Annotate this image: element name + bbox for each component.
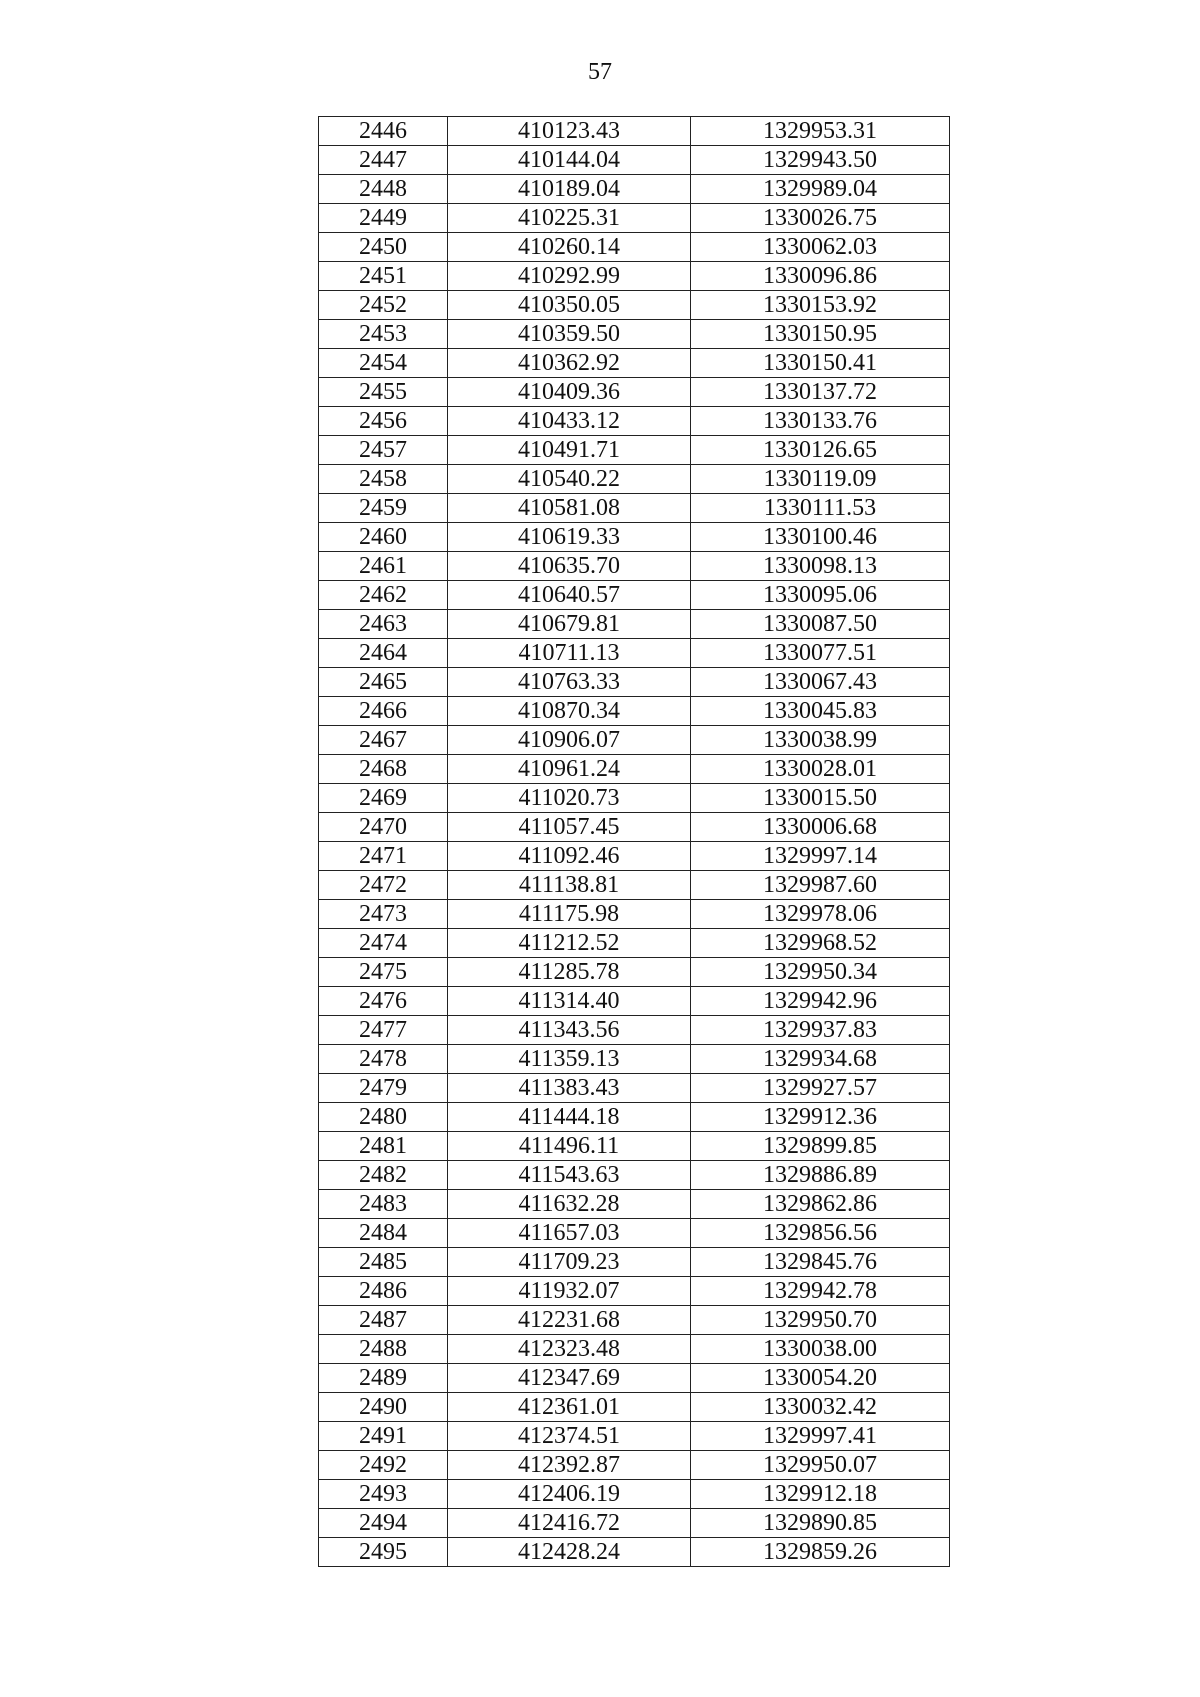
y-coordinate-cell: 1329950.34 <box>691 958 950 987</box>
table-row <box>319 552 950 581</box>
x-coordinate-cell: 412374.51 <box>448 1422 691 1451</box>
table-row <box>319 1393 950 1422</box>
x-coordinate-cell: 410359.50 <box>448 320 691 349</box>
x-coordinate-cell: 410144.04 <box>448 146 691 175</box>
y-coordinate-cell: 1329950.07 <box>691 1451 950 1480</box>
table-row <box>319 581 950 610</box>
table-row <box>319 494 950 523</box>
table-row <box>319 1248 950 1277</box>
point-number-cell: 2495 <box>319 1538 448 1567</box>
y-coordinate-cell: 1330096.86 <box>691 262 950 291</box>
x-coordinate-cell: 410635.70 <box>448 552 691 581</box>
table-row <box>319 233 950 262</box>
x-coordinate-cell: 410362.92 <box>448 349 691 378</box>
x-coordinate-cell: 412347.69 <box>448 1364 691 1393</box>
point-number-cell: 2483 <box>319 1190 448 1219</box>
x-coordinate-cell: 411092.46 <box>448 842 691 871</box>
y-coordinate-cell: 1330095.06 <box>691 581 950 610</box>
y-coordinate-cell: 1329856.56 <box>691 1219 950 1248</box>
table-row <box>319 784 950 813</box>
table-row <box>319 465 950 494</box>
x-coordinate-cell: 410906.07 <box>448 726 691 755</box>
point-number-cell: 2462 <box>319 581 448 610</box>
x-coordinate-cell: 410433.12 <box>448 407 691 436</box>
coordinates-table <box>318 116 950 1567</box>
table-row <box>319 349 950 378</box>
y-coordinate-cell: 1330038.00 <box>691 1335 950 1364</box>
point-number-cell: 2480 <box>319 1103 448 1132</box>
y-coordinate-cell: 1330026.75 <box>691 204 950 233</box>
table-row <box>319 929 950 958</box>
x-coordinate-cell: 412406.19 <box>448 1480 691 1509</box>
x-coordinate-cell: 412361.01 <box>448 1393 691 1422</box>
table-row <box>319 320 950 349</box>
x-coordinate-cell: 411285.78 <box>448 958 691 987</box>
table-row <box>319 987 950 1016</box>
y-coordinate-cell: 1329953.31 <box>691 117 950 146</box>
table-row <box>319 1364 950 1393</box>
point-number-cell: 2477 <box>319 1016 448 1045</box>
point-number-cell: 2484 <box>319 1219 448 1248</box>
x-coordinate-cell: 410540.22 <box>448 465 691 494</box>
point-number-cell: 2473 <box>319 900 448 929</box>
table-row <box>319 1219 950 1248</box>
table-row <box>319 639 950 668</box>
x-coordinate-cell: 412323.48 <box>448 1335 691 1364</box>
x-coordinate-cell: 410491.71 <box>448 436 691 465</box>
table-row <box>319 1277 950 1306</box>
point-number-cell: 2455 <box>319 378 448 407</box>
point-number-cell: 2451 <box>319 262 448 291</box>
y-coordinate-cell: 1329859.26 <box>691 1538 950 1567</box>
table-row <box>319 1422 950 1451</box>
y-coordinate-cell: 1329942.78 <box>691 1277 950 1306</box>
x-coordinate-cell: 410619.33 <box>448 523 691 552</box>
y-coordinate-cell: 1330126.65 <box>691 436 950 465</box>
point-number-cell: 2481 <box>319 1132 448 1161</box>
point-number-cell: 2486 <box>319 1277 448 1306</box>
x-coordinate-cell: 411496.11 <box>448 1132 691 1161</box>
point-number-cell: 2472 <box>319 871 448 900</box>
table-row <box>319 1451 950 1480</box>
point-number-cell: 2446 <box>319 117 448 146</box>
point-number-cell: 2493 <box>319 1480 448 1509</box>
point-number-cell: 2470 <box>319 813 448 842</box>
y-coordinate-cell: 1329912.36 <box>691 1103 950 1132</box>
x-coordinate-cell: 410292.99 <box>448 262 691 291</box>
table-row <box>319 436 950 465</box>
y-coordinate-cell: 1329899.85 <box>691 1132 950 1161</box>
table-row <box>319 871 950 900</box>
table-row <box>319 958 950 987</box>
table-row <box>319 1538 950 1567</box>
table-row <box>319 1190 950 1219</box>
table-row <box>319 291 950 320</box>
y-coordinate-cell: 1329943.50 <box>691 146 950 175</box>
table-row <box>319 378 950 407</box>
x-coordinate-cell: 411444.18 <box>448 1103 691 1132</box>
table-row <box>319 204 950 233</box>
table-row <box>319 813 950 842</box>
table-row <box>319 1480 950 1509</box>
point-number-cell: 2491 <box>319 1422 448 1451</box>
point-number-cell: 2489 <box>319 1364 448 1393</box>
y-coordinate-cell: 1329942.96 <box>691 987 950 1016</box>
x-coordinate-cell: 410870.34 <box>448 697 691 726</box>
y-coordinate-cell: 1330150.41 <box>691 349 950 378</box>
point-number-cell: 2474 <box>319 929 448 958</box>
x-coordinate-cell: 412416.72 <box>448 1509 691 1538</box>
y-coordinate-cell: 1329912.18 <box>691 1480 950 1509</box>
x-coordinate-cell: 410350.05 <box>448 291 691 320</box>
x-coordinate-cell: 410260.14 <box>448 233 691 262</box>
x-coordinate-cell: 411175.98 <box>448 900 691 929</box>
point-number-cell: 2447 <box>319 146 448 175</box>
point-number-cell: 2488 <box>319 1335 448 1364</box>
y-coordinate-cell: 1329989.04 <box>691 175 950 204</box>
table-row <box>319 407 950 436</box>
table-row <box>319 262 950 291</box>
table-row <box>319 146 950 175</box>
point-number-cell: 2467 <box>319 726 448 755</box>
x-coordinate-cell: 412392.87 <box>448 1451 691 1480</box>
point-number-cell: 2450 <box>319 233 448 262</box>
x-coordinate-cell: 411343.56 <box>448 1016 691 1045</box>
y-coordinate-cell: 1330032.42 <box>691 1393 950 1422</box>
table-row <box>319 1161 950 1190</box>
y-coordinate-cell: 1329968.52 <box>691 929 950 958</box>
x-coordinate-cell: 411543.63 <box>448 1161 691 1190</box>
point-number-cell: 2464 <box>319 639 448 668</box>
y-coordinate-cell: 1330015.50 <box>691 784 950 813</box>
y-coordinate-cell: 1329845.76 <box>691 1248 950 1277</box>
table-row <box>319 900 950 929</box>
point-number-cell: 2460 <box>319 523 448 552</box>
point-number-cell: 2452 <box>319 291 448 320</box>
point-number-cell: 2465 <box>319 668 448 697</box>
x-coordinate-cell: 410640.57 <box>448 581 691 610</box>
table-row <box>319 117 950 146</box>
y-coordinate-cell: 1329997.41 <box>691 1422 950 1451</box>
point-number-cell: 2482 <box>319 1161 448 1190</box>
table-row <box>319 1509 950 1538</box>
y-coordinate-cell: 1329950.70 <box>691 1306 950 1335</box>
y-coordinate-cell: 1329886.89 <box>691 1161 950 1190</box>
point-number-cell: 2459 <box>319 494 448 523</box>
y-coordinate-cell: 1330087.50 <box>691 610 950 639</box>
point-number-cell: 2479 <box>319 1074 448 1103</box>
x-coordinate-cell: 411632.28 <box>448 1190 691 1219</box>
table-row <box>319 1103 950 1132</box>
x-coordinate-cell: 410763.33 <box>448 668 691 697</box>
table-row <box>319 1306 950 1335</box>
x-coordinate-cell: 411932.07 <box>448 1277 691 1306</box>
point-number-cell: 2453 <box>319 320 448 349</box>
table-row <box>319 1045 950 1074</box>
y-coordinate-cell: 1330119.09 <box>691 465 950 494</box>
x-coordinate-cell: 411212.52 <box>448 929 691 958</box>
coordinates-table-body <box>319 117 950 1567</box>
table-row <box>319 668 950 697</box>
y-coordinate-cell: 1330006.68 <box>691 813 950 842</box>
x-coordinate-cell: 410225.31 <box>448 204 691 233</box>
table-row <box>319 175 950 204</box>
x-coordinate-cell: 412231.68 <box>448 1306 691 1335</box>
y-coordinate-cell: 1329862.86 <box>691 1190 950 1219</box>
point-number-cell: 2466 <box>319 697 448 726</box>
table-row <box>319 697 950 726</box>
point-number-cell: 2494 <box>319 1509 448 1538</box>
x-coordinate-cell: 411383.43 <box>448 1074 691 1103</box>
point-number-cell: 2458 <box>319 465 448 494</box>
x-coordinate-cell: 410409.36 <box>448 378 691 407</box>
point-number-cell: 2457 <box>319 436 448 465</box>
table-row <box>319 1335 950 1364</box>
point-number-cell: 2449 <box>319 204 448 233</box>
table-row <box>319 1132 950 1161</box>
x-coordinate-cell: 411359.13 <box>448 1045 691 1074</box>
point-number-cell: 2490 <box>319 1393 448 1422</box>
y-coordinate-cell: 1330133.76 <box>691 407 950 436</box>
table-row <box>319 1074 950 1103</box>
y-coordinate-cell: 1330067.43 <box>691 668 950 697</box>
x-coordinate-cell: 411138.81 <box>448 871 691 900</box>
x-coordinate-cell: 411020.73 <box>448 784 691 813</box>
y-coordinate-cell: 1329937.83 <box>691 1016 950 1045</box>
y-coordinate-cell: 1330077.51 <box>691 639 950 668</box>
y-coordinate-cell: 1330100.46 <box>691 523 950 552</box>
x-coordinate-cell: 410189.04 <box>448 175 691 204</box>
y-coordinate-cell: 1330028.01 <box>691 755 950 784</box>
point-number-cell: 2492 <box>319 1451 448 1480</box>
y-coordinate-cell: 1329987.60 <box>691 871 950 900</box>
point-number-cell: 2448 <box>319 175 448 204</box>
table-row <box>319 1016 950 1045</box>
point-number-cell: 2476 <box>319 987 448 1016</box>
x-coordinate-cell: 412428.24 <box>448 1538 691 1567</box>
point-number-cell: 2461 <box>319 552 448 581</box>
y-coordinate-cell: 1329890.85 <box>691 1509 950 1538</box>
point-number-cell: 2475 <box>319 958 448 987</box>
table-row <box>319 610 950 639</box>
point-number-cell: 2456 <box>319 407 448 436</box>
y-coordinate-cell: 1330150.95 <box>691 320 950 349</box>
x-coordinate-cell: 411057.45 <box>448 813 691 842</box>
point-number-cell: 2469 <box>319 784 448 813</box>
y-coordinate-cell: 1329934.68 <box>691 1045 950 1074</box>
y-coordinate-cell: 1329978.06 <box>691 900 950 929</box>
x-coordinate-cell: 410711.13 <box>448 639 691 668</box>
point-number-cell: 2454 <box>319 349 448 378</box>
y-coordinate-cell: 1330045.83 <box>691 697 950 726</box>
x-coordinate-cell: 411709.23 <box>448 1248 691 1277</box>
x-coordinate-cell: 411314.40 <box>448 987 691 1016</box>
x-coordinate-cell: 411657.03 <box>448 1219 691 1248</box>
point-number-cell: 2487 <box>319 1306 448 1335</box>
x-coordinate-cell: 410123.43 <box>448 117 691 146</box>
x-coordinate-cell: 410961.24 <box>448 755 691 784</box>
point-number-cell: 2478 <box>319 1045 448 1074</box>
page-number: 57 <box>588 59 612 85</box>
y-coordinate-cell: 1329997.14 <box>691 842 950 871</box>
point-number-cell: 2468 <box>319 755 448 784</box>
point-number-cell: 2471 <box>319 842 448 871</box>
point-number-cell: 2463 <box>319 610 448 639</box>
y-coordinate-cell: 1330111.53 <box>691 494 950 523</box>
y-coordinate-cell: 1330038.99 <box>691 726 950 755</box>
y-coordinate-cell: 1330153.92 <box>691 291 950 320</box>
table-row <box>319 523 950 552</box>
x-coordinate-cell: 410581.08 <box>448 494 691 523</box>
x-coordinate-cell: 410679.81 <box>448 610 691 639</box>
table-row <box>319 755 950 784</box>
y-coordinate-cell: 1330062.03 <box>691 233 950 262</box>
y-coordinate-cell: 1330098.13 <box>691 552 950 581</box>
table-row <box>319 842 950 871</box>
y-coordinate-cell: 1329927.57 <box>691 1074 950 1103</box>
point-number-cell: 2485 <box>319 1248 448 1277</box>
table-row <box>319 726 950 755</box>
y-coordinate-cell: 1330137.72 <box>691 378 950 407</box>
y-coordinate-cell: 1330054.20 <box>691 1364 950 1393</box>
